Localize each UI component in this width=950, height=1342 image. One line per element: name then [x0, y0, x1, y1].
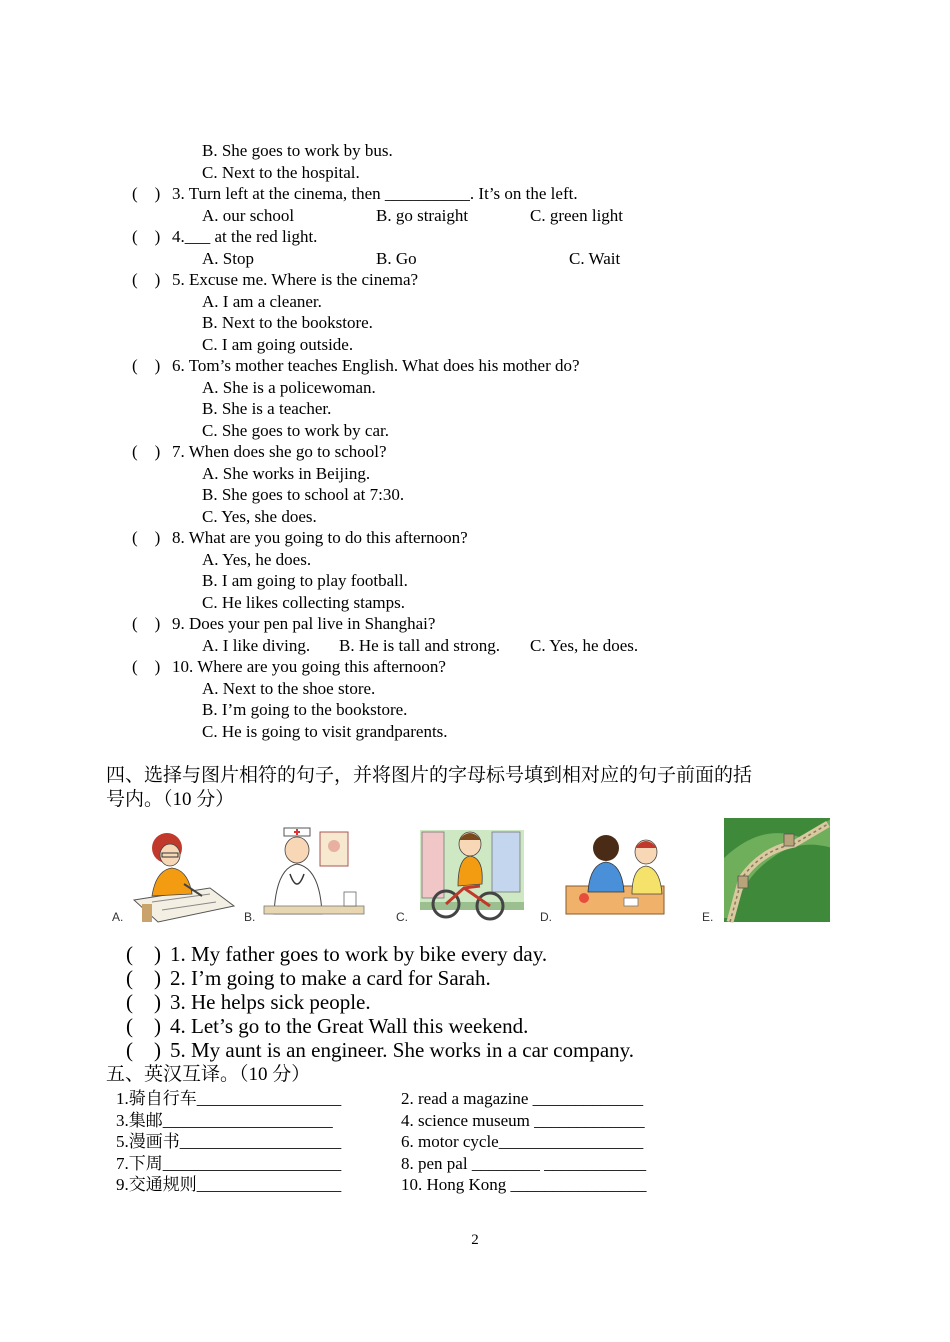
engineer-drawing-icon — [112, 818, 240, 926]
translation-item[interactable]: 5.漫画书___________________ — [116, 1132, 342, 1151]
doctor-icon — [244, 818, 372, 926]
option-a: A. I am a cleaner. — [202, 292, 322, 311]
question-stem: 7. When does she go to school? — [172, 442, 387, 461]
option-c: C. green light — [530, 206, 624, 225]
option-c: C. He is going to visit grandparents. — [202, 722, 448, 741]
translation-item[interactable]: 3.集邮____________________ — [116, 1111, 333, 1130]
option-a: A. I like diving. — [202, 636, 311, 655]
answer-paren[interactable]: ( ) — [126, 1014, 161, 1038]
q2-option-c: C. Next to the hospital. — [202, 163, 360, 182]
answer-paren[interactable]: ( ) — [132, 270, 161, 289]
answer-paren[interactable]: ( ) — [126, 966, 161, 990]
option-a: A. Next to the shoe store. — [202, 679, 376, 698]
answer-paren[interactable]: ( ) — [126, 1038, 161, 1062]
option-b: B. He is tall and strong. — [339, 636, 501, 655]
matching-sentence: 4. Let’s go to the Great Wall this weekend. — [170, 1014, 529, 1038]
matching-sentence: 2. I’m going to make a card for Sarah. — [170, 966, 491, 990]
translation-item[interactable]: 9.交通规则_________________ — [116, 1175, 342, 1194]
matching-sentence: 3. He helps sick people. — [170, 990, 371, 1014]
answer-paren[interactable]: ( ) — [126, 990, 161, 1014]
option-b: B. She goes to school at 7:30. — [202, 485, 405, 504]
option-b: B. go straight — [376, 206, 469, 225]
translation-item[interactable]: 10. Hong Kong ________________ — [401, 1175, 647, 1194]
option-b: B. I am going to play football. — [202, 571, 408, 590]
question-stem: 8. What are you going to do this afternoon? — [172, 528, 468, 547]
option-a: A. She works in Beijing. — [202, 464, 371, 483]
translation-item[interactable]: 1.骑自行车_________________ — [116, 1089, 342, 1108]
option-b: B. Next to the bookstore. — [202, 313, 373, 332]
making-card-icon — [540, 818, 668, 926]
translation-item[interactable]: 7.下周_____________________ — [116, 1154, 342, 1173]
question-stem: 9. Does your pen pal live in Shanghai? — [172, 614, 436, 633]
section-4-heading-cont: 号内。（10 分） — [106, 789, 235, 810]
question-stem: 3. Turn left at the cinema, then __________. It’s on the left. — [172, 184, 578, 203]
translation-item[interactable]: 2. read a magazine _____________ — [401, 1089, 644, 1108]
translation-item[interactable]: 8. pen pal ________ ____________ — [401, 1154, 647, 1173]
option-b: B. She is a teacher. — [202, 399, 332, 418]
matching-sentence: 5. My aunt is an engineer. She works in a car company. — [170, 1038, 635, 1062]
answer-paren[interactable]: ( ) — [132, 614, 161, 633]
translation-item[interactable]: 6. motor cycle_________________ — [401, 1132, 644, 1151]
section-5-heading: 五、英汉互译。（10 分） — [106, 1064, 311, 1085]
option-c: C. I am going outside. — [202, 335, 354, 354]
section-4-heading: 四、选择与图片相符的句子，并将图片的字母标号填到相对应的句子前面的括 — [106, 765, 753, 786]
picture-e-great-wall — [702, 818, 830, 926]
answer-paren[interactable]: ( ) — [132, 356, 161, 375]
answer-paren[interactable]: ( ) — [132, 442, 161, 461]
question-stem: 5. Excuse me. Where is the cinema? — [172, 270, 419, 289]
question-stem: 6. Tom’s mother teaches English. What does his mother do? — [172, 356, 580, 375]
question-stem: 10. Where are you going this afternoon? — [172, 657, 446, 676]
picture-label: C. — [396, 910, 408, 924]
answer-paren[interactable]: ( ) — [132, 528, 161, 547]
picture-label: A. — [112, 910, 124, 924]
option-a: A. our school — [202, 206, 295, 225]
option-b: B. Go — [376, 249, 417, 268]
option-c: C. Yes, he does. — [530, 636, 639, 655]
answer-paren[interactable]: ( ) — [132, 227, 161, 246]
picture-label: E. — [702, 910, 714, 924]
option-c: C. Wait — [569, 249, 621, 268]
picture-c-bike — [396, 818, 524, 926]
answer-paren[interactable]: ( ) — [132, 184, 161, 203]
answer-paren[interactable]: ( ) — [132, 657, 161, 676]
great-wall-icon — [702, 818, 830, 926]
picture-a-engineer — [112, 818, 240, 926]
option-a: A. She is a policewoman. — [202, 378, 376, 397]
picture-b-doctor — [244, 818, 372, 926]
option-c: C. Yes, she does. — [202, 507, 317, 526]
matching-sentence: 1. My father goes to work by bike every day. — [170, 942, 548, 966]
bike-rider-icon — [396, 818, 524, 926]
option-a: A. Yes, he does. — [202, 550, 312, 569]
page-number: 2 — [471, 1232, 479, 1248]
translation-item[interactable]: 4. science museum _____________ — [401, 1111, 645, 1130]
picture-d-card — [540, 818, 668, 926]
answer-paren[interactable]: ( ) — [126, 942, 161, 966]
option-c: C. She goes to work by car. — [202, 421, 389, 440]
option-c: C. He likes collecting stamps. — [202, 593, 406, 612]
picture-label: B. — [244, 910, 256, 924]
picture-label: D. — [540, 910, 552, 924]
question-stem: 4.___ at the red light. — [172, 227, 318, 246]
option-a: A. Stop — [202, 249, 254, 268]
option-b: B. I’m going to the bookstore. — [202, 700, 408, 719]
q2-option-b: B. She goes to work by bus. — [202, 141, 393, 160]
